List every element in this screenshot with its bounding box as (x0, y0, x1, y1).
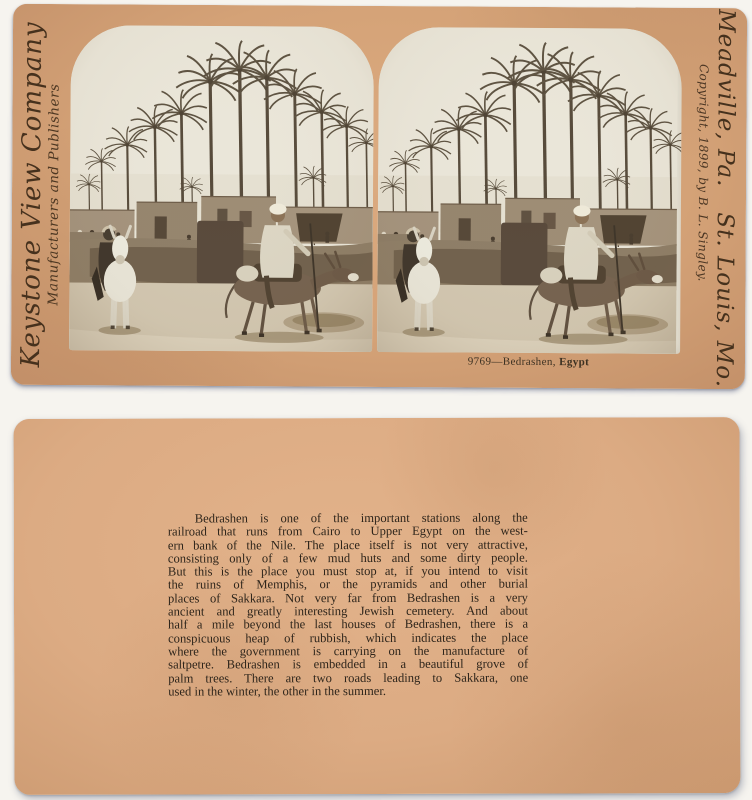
publisher-tagline: Manufacturers and Publishers (45, 83, 63, 306)
description-line: used in the winter, the other in the summer. (168, 683, 386, 699)
description-line: half a mile beyond the last houses of Bedrashen, there is a (168, 616, 529, 632)
copyright-line: Copyright, 1899, by B. L. Singley. (695, 63, 711, 282)
description-line: railroad that runs from Cairo to Upper Egypt on the west- (167, 523, 528, 539)
description-line: consisting only of a few mud huts and some dirty people. (167, 550, 528, 566)
stereograph-back-card (14, 417, 741, 795)
stereo-photo-right (377, 27, 682, 354)
description-line: where the government is carrying on the manufacture of (168, 643, 529, 659)
stereo-photo-scene-left (69, 25, 374, 352)
publisher-name: Keystone View Company (15, 21, 49, 368)
left-spine-inscription (11, 4, 70, 385)
caption-country: Egypt (559, 356, 590, 369)
right-spine-inscription (687, 8, 747, 389)
description-line: But this is the place you must stop at, if you intend to visit (167, 563, 528, 579)
description-line: the ruins of Memphis, or the pyramids and other burial (167, 577, 528, 593)
publisher-cities: Meadville, Pa. St. Louis, Mo. (710, 9, 740, 389)
stereograph-front-card (11, 4, 747, 389)
photo-caption (377, 355, 680, 369)
caption-number-title: 9769—Bedrashen, (467, 355, 556, 369)
stereo-photo-scene-right (377, 27, 682, 354)
description-line: places of Sakkara. Not very far from Bedrashen is a very (167, 590, 528, 606)
stereo-photo-left (69, 25, 374, 352)
stereo-photo-pair (69, 25, 682, 354)
description-line: palm trees. There are two roads leading to Sakkara, one (168, 670, 529, 686)
description-line: saltpetre. Bedrashen is embedded in a beautiful grove of (168, 656, 529, 672)
description-paragraph (168, 512, 528, 699)
description-line: conspicuous heap of rubbish, which indicates the place (168, 630, 529, 646)
description-line: ern bank of the Nile. The place itself is not very attractive, (167, 537, 528, 553)
description-line: ancient and greatly interesting Jewish cemetery. And about (167, 603, 529, 619)
description-line: Bedrashen is one of the important stations along the (194, 510, 528, 526)
